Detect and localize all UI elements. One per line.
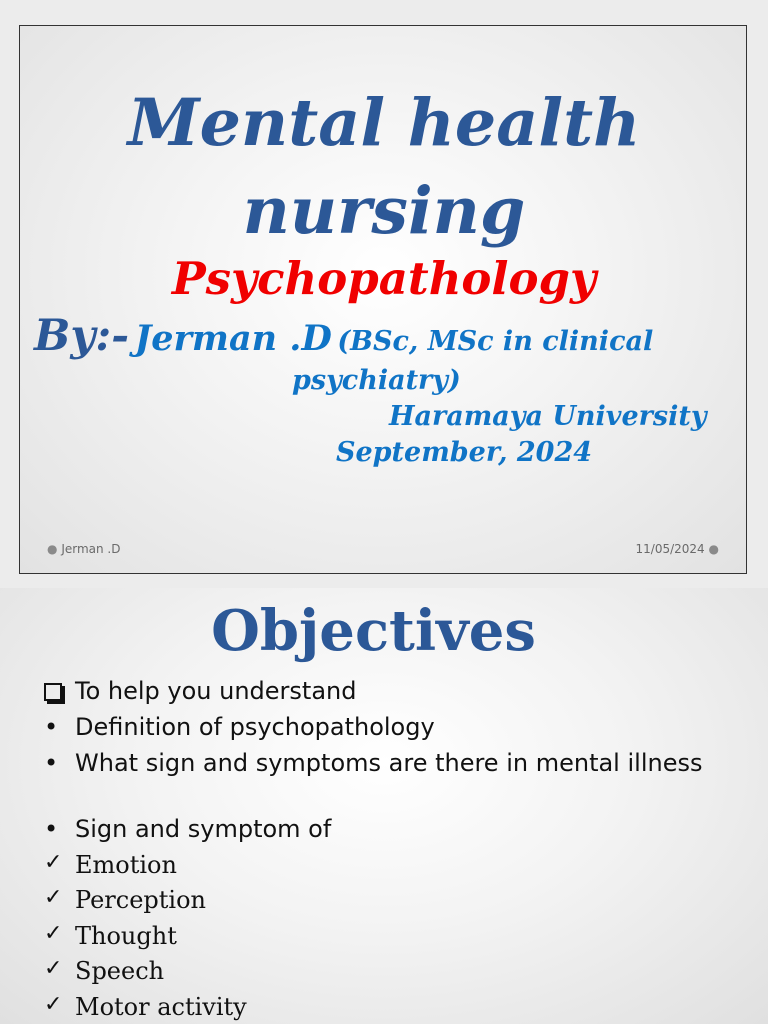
list-item: ✓ Thought (44, 921, 177, 950)
footer-dot-icon: ● (47, 542, 58, 556)
check-icon: ✓ (44, 992, 63, 1017)
footer-left (47, 543, 120, 555)
footer-author: Jerman .D (61, 542, 121, 556)
list-item: To help you understand (44, 678, 675, 707)
list-item: ✓ Perception (44, 885, 206, 914)
check-icon: ✓ (44, 885, 63, 910)
by-label: By:- (34, 311, 130, 361)
bullet-icon: • (44, 749, 59, 777)
title-line-1: Mental health (127, 85, 641, 161)
list-item: ✓ Emotion (44, 850, 177, 879)
objectives-slide (0, 588, 768, 1024)
bullet-icon: • (44, 815, 59, 843)
author-name: Jerman .D (134, 318, 332, 359)
check-icon: ✓ (44, 956, 63, 981)
list-item: • Sign and symptom of (44, 815, 332, 843)
objectives-title: Objectives (211, 598, 536, 664)
credentials-line-1: (BSc, MSc in clinical (337, 326, 654, 357)
title-line-2: nursing (242, 173, 526, 249)
list-item: ✓ Speech (44, 956, 165, 985)
credentials-line-2: psychiatry) (292, 365, 461, 396)
bullet-icon: • (44, 713, 59, 741)
list-item: ✓ Motor activity (44, 992, 247, 1021)
checkbox-icon (44, 678, 75, 707)
presentation-date: September, 2024 (336, 437, 593, 468)
check-icon: ✓ (44, 921, 63, 946)
footer-date: 11/05/2024 (635, 542, 705, 556)
title-slide (19, 25, 747, 574)
byline (34, 311, 748, 361)
footer-dot-icon: ● (708, 542, 719, 556)
footer-right (636, 543, 719, 555)
list-item: • Definition of psychopathology (44, 713, 435, 741)
university: Haramaya University (389, 401, 707, 432)
check-icon: ✓ (44, 850, 63, 875)
subtitle: Psychopathology (171, 252, 597, 305)
list-item: • What sign and symptoms are there in mental illness (44, 749, 703, 777)
